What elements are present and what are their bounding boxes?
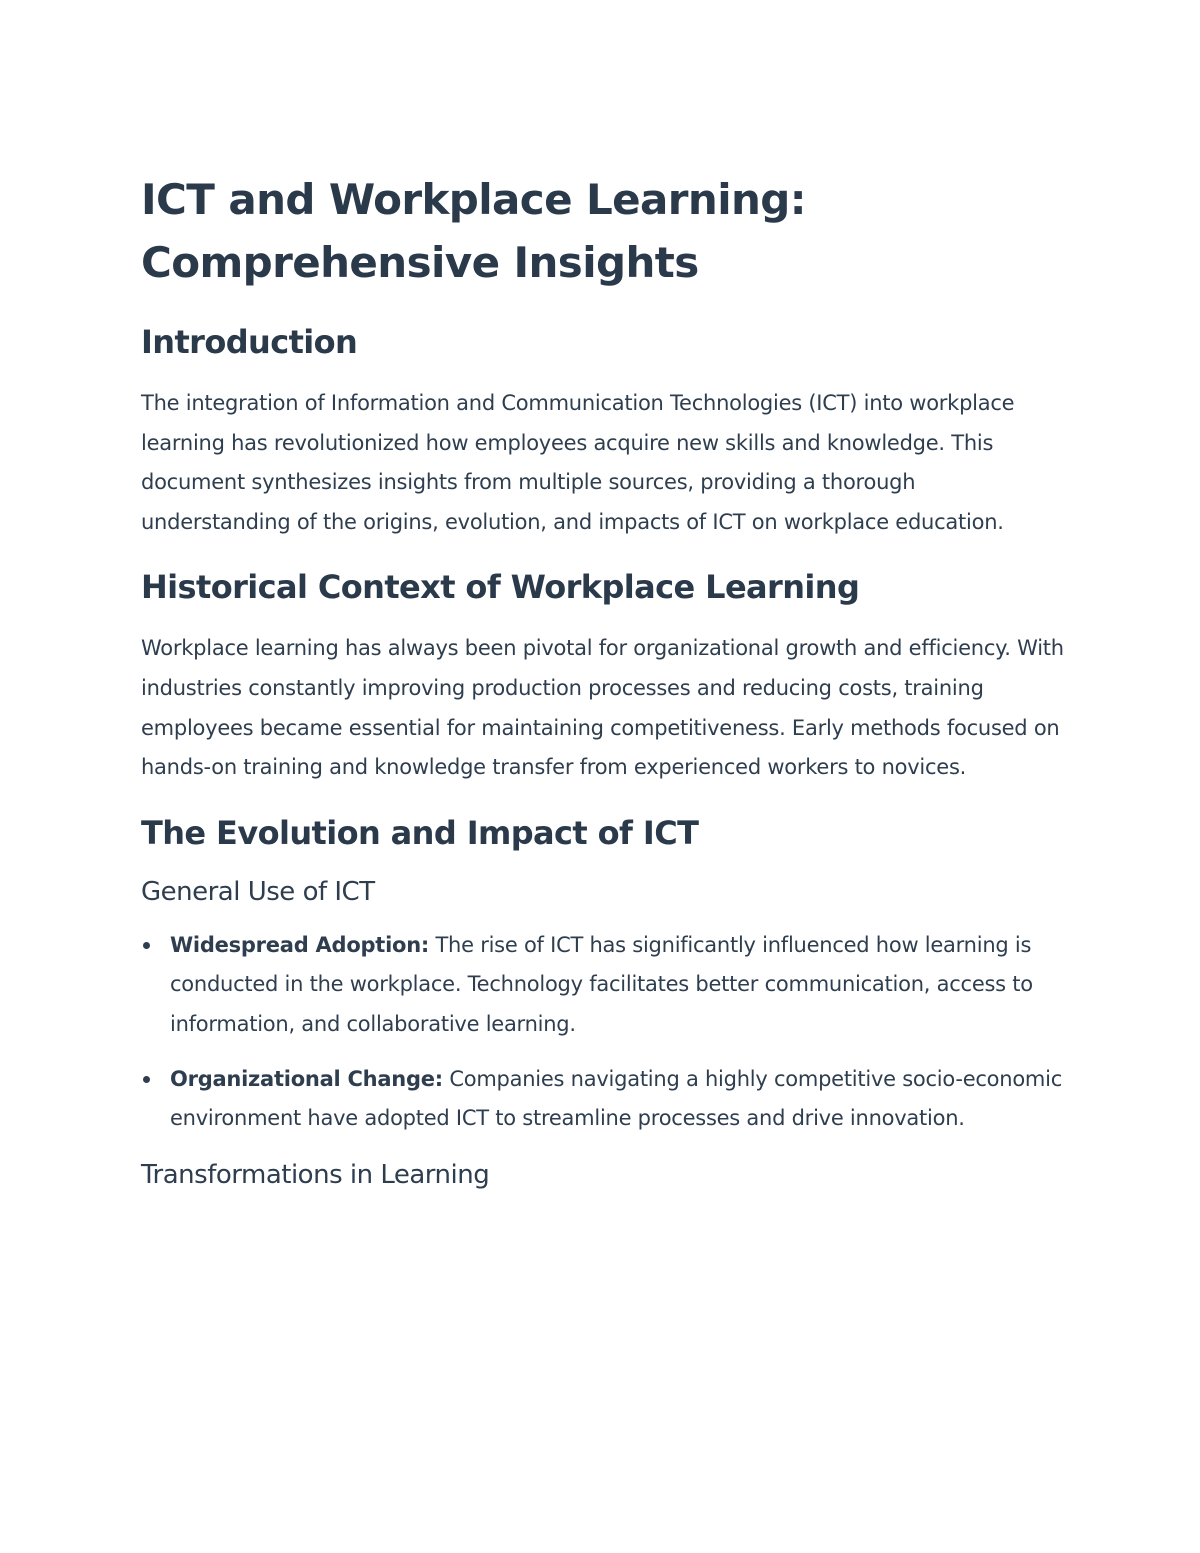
bullet-icon — [143, 942, 150, 949]
section-heading-historical-context: Historical Context of Workplace Learning — [141, 568, 860, 607]
bullet-icon — [143, 1076, 150, 1083]
introduction-paragraph: The integration of Information and Communication Technologies (ICT) into workplace learning has revolutionized how employees acquire new skills and knowledge. This document synthesizes insights from multiple sources, providing a thorough understanding of the origins, evolution, and impacts of ICT on workplace education. — [141, 391, 1015, 534]
list-item — [141, 926, 1066, 1045]
list-item-text: Companies navigating a highly competitive socio-economic environment have adopted ICT to streamline processes and drive innovation. — [170, 1066, 1063, 1131]
list-item-term: Organizational Change: — [170, 1066, 443, 1091]
historical-context-paragraph: Workplace learning has always been pivotal for organizational growth and efficiency. With industries constantly improving production processes and reducing costs, training employees became essential for maintaining competitiveness. Early methods focused on hands-on training and knowledge transfer from experienced workers to novices. — [141, 636, 1064, 780]
general-use-list — [141, 926, 1066, 1139]
section-heading-introduction: Introduction — [141, 323, 358, 361]
subheading-transformations: Transformations in Learning — [141, 1159, 490, 1190]
subheading-general-use: General Use of ICT — [141, 876, 375, 907]
section-heading-evolution-impact: The Evolution and Impact of ICT — [141, 813, 699, 852]
document-title: ICT and Workplace Learning: Comprehensive Insights — [141, 175, 806, 287]
document-page — [141, 168, 1066, 1209]
list-item-term: Widespread Adoption: — [170, 932, 430, 957]
list-item — [141, 1060, 1066, 1139]
list-item-text: The rise of ICT has significantly influenced how learning is conducted in the workplace. Technology facilitates better communication, access to information, and collaborative learning. — [170, 932, 1033, 1036]
